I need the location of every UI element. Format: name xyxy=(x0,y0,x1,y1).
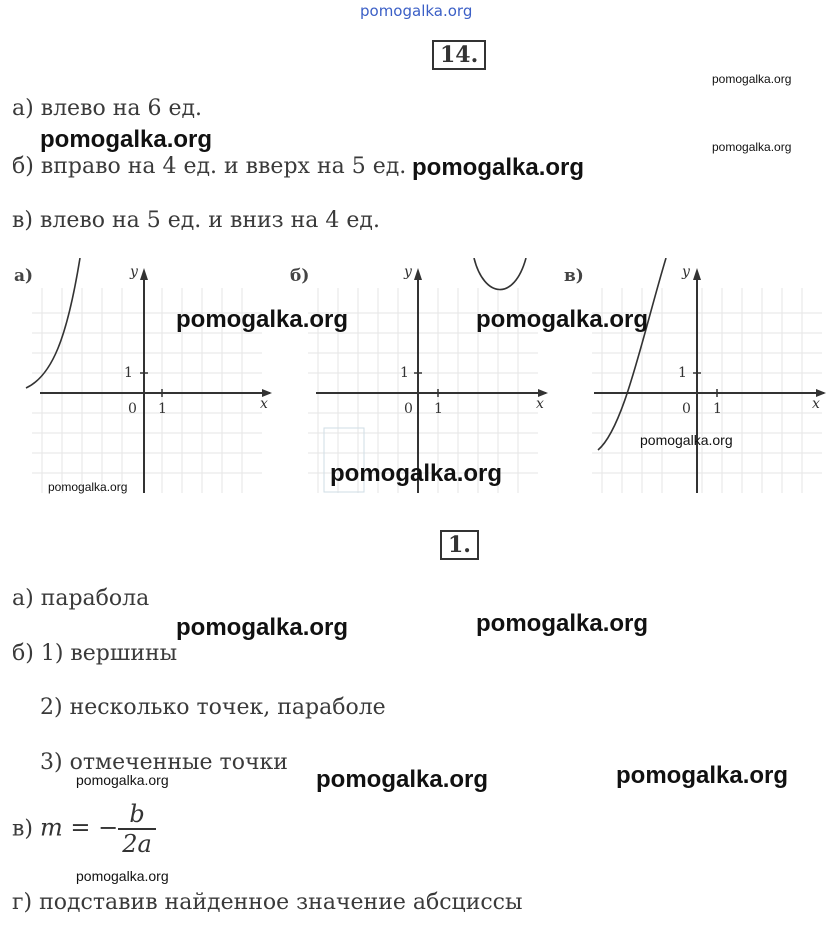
graph-a-x-label: x xyxy=(260,396,268,412)
graph-c-x-label: x xyxy=(812,396,820,412)
graph-a-zero: 0 xyxy=(128,401,137,417)
watermark: pomogalka.org xyxy=(712,72,792,86)
graph-a-one-y: 1 xyxy=(124,365,133,381)
graph-c-zero: 0 xyxy=(682,401,691,417)
item-c-formula: в) m = − $\frac{b}{2a}$ xyxy=(12,800,156,858)
watermark: pomogalka.org xyxy=(48,480,128,494)
item-b2: 2) несколько точек, параболе xyxy=(40,695,386,720)
watermark: pomogalka.org xyxy=(76,868,169,884)
watermark: pomogalka.org xyxy=(616,762,789,789)
graph-c-one-y: 1 xyxy=(678,365,687,381)
answer-c: в) влево на 5 ед. и вниз на 4 ед. xyxy=(12,208,380,233)
item-b1: б) 1) вершины xyxy=(12,641,178,666)
graph-b-zero: 0 xyxy=(404,401,413,417)
watermark: pomogalka.org xyxy=(40,126,213,153)
item-a: а) парабола xyxy=(12,586,150,611)
graph-a-plot xyxy=(12,258,282,498)
graph-c-one-x: 1 xyxy=(713,401,722,417)
graph-c xyxy=(562,258,832,498)
watermark: pomogalka.org xyxy=(330,460,503,487)
graph-b-one-y: 1 xyxy=(400,365,409,381)
watermark: pomogalka.org xyxy=(476,306,649,333)
graph-a-y-label: y xyxy=(130,264,138,280)
graph-a-label: а) xyxy=(14,266,34,286)
graph-c-label: в) xyxy=(564,266,584,286)
item-d: г) подставив найденное значение абсциссы xyxy=(12,890,523,915)
watermark: pomogalka.org xyxy=(76,772,169,788)
graph-b-x-label: x xyxy=(536,396,544,412)
watermark: pomogalka.org xyxy=(476,610,649,637)
watermark: pomogalka.org xyxy=(640,432,733,448)
graph-b-label: б) xyxy=(290,266,310,286)
answer-a: а) влево на 6 ед. xyxy=(12,96,203,121)
graph-a-one-x: 1 xyxy=(158,401,167,417)
watermark: pomogalka.org xyxy=(316,766,489,793)
graph-b-one-x: 1 xyxy=(434,401,443,417)
task-number-14: 14. xyxy=(432,40,486,70)
watermark: pomogalka.org xyxy=(412,154,585,181)
graph-b-y-label: y xyxy=(404,264,412,280)
site-header-link[interactable]: pomogalka.org xyxy=(360,2,473,20)
answer-b: б) вправо на 4 ед. и вверх на 5 ед. xyxy=(12,154,407,179)
graph-c-plot xyxy=(562,258,832,498)
graph-a xyxy=(12,258,282,498)
watermark: pomogalka.org xyxy=(712,140,792,154)
watermark: pomogalka.org xyxy=(176,614,349,641)
task-number-1: 1. xyxy=(440,530,479,560)
item-b3: 3) отмеченные точки xyxy=(40,750,288,775)
watermark: pomogalka.org xyxy=(176,306,349,333)
graph-c-y-label: y xyxy=(682,264,690,280)
